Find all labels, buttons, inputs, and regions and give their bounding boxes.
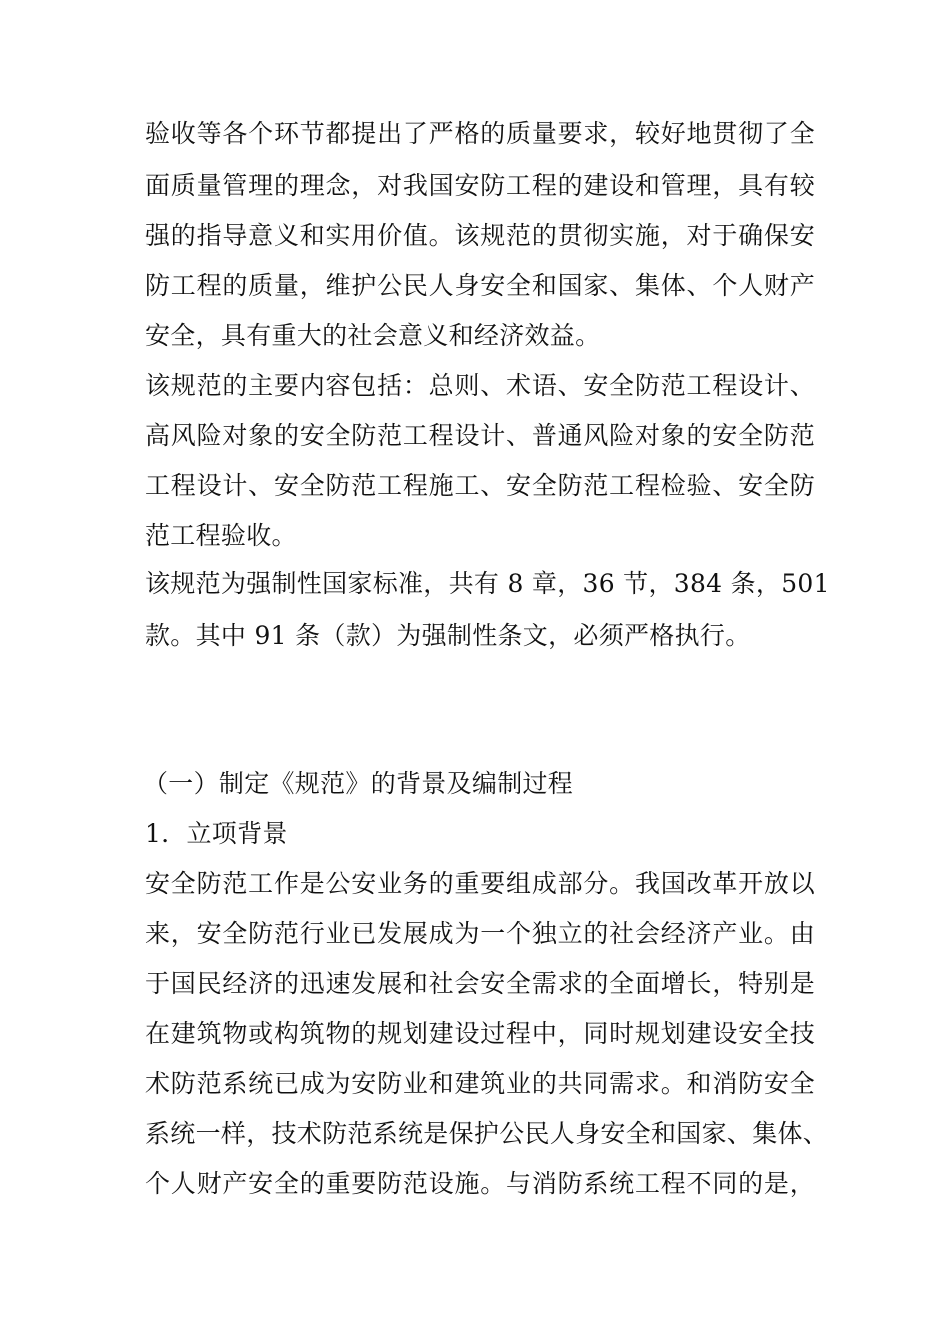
paragraph-2-line-3: 工程设计、安全防范工程施工、安全防范工程检验、安全防 [145,471,815,500]
paragraph-1-line-5: 安全，具有重大的社会意义和经济效益。 [145,321,601,350]
paragraph-3-line-1: 该规范为强制性国家标准，共有 8 章，36 节，384 条，501 [145,569,830,598]
paragraph-2-line-1: 该规范的主要内容包括：总则、术语、安全防范工程设计、 [145,371,815,400]
paragraph-1-line-2: 面质量管理的理念，对我国安防工程的建设和管理，具有较 [145,171,815,200]
paragraph-4-line-5: 术防范系统已成为安防业和建筑业的共同需求。和消防安全 [145,1069,815,1098]
paragraph-4-line-7: 个人财产安全的重要防范设施。与消防系统工程不同的是， [145,1169,815,1198]
paragraph-1-line-1: 验收等各个环节都提出了严格的质量要求，较好地贯彻了全 [145,119,815,148]
paragraph-2-line-4: 范工程验收。 [145,521,297,550]
paragraph-3-line-2: 款。其中 91 条（款）为强制性条文，必须严格执行。 [145,621,751,650]
paragraph-4-line-3: 于国民经济的迅速发展和社会安全需求的全面增长，特别是 [145,969,815,998]
paragraph-4-line-4: 在建筑物或构筑物的规划建设过程中，同时规划建设安全技 [145,1019,815,1048]
paragraph-4-line-1: 安全防范工作是公安业务的重要组成部分。我国改革开放以 [145,869,815,898]
paragraph-4-line-6: 系统一样，技术防范系统是保护公民人身安全和国家、集体、 [145,1119,829,1148]
subsection-heading: 1．立项背景 [145,819,288,848]
paragraph-1-line-4: 防工程的质量，维护公民人身安全和国家、集体、个人财产 [145,271,815,300]
section-heading: （一）制定《规范》的背景及编制过程 [143,769,574,798]
paragraph-2-line-2: 高风险对象的安全防范工程设计、普通风险对象的安全防范 [145,421,815,450]
paragraph-4-line-2: 来，安全防范行业已发展成为一个独立的社会经济产业。由 [145,919,815,948]
paragraph-1-line-3: 强的指导意义和实用价值。该规范的贯彻实施，对于确保安 [145,221,815,250]
